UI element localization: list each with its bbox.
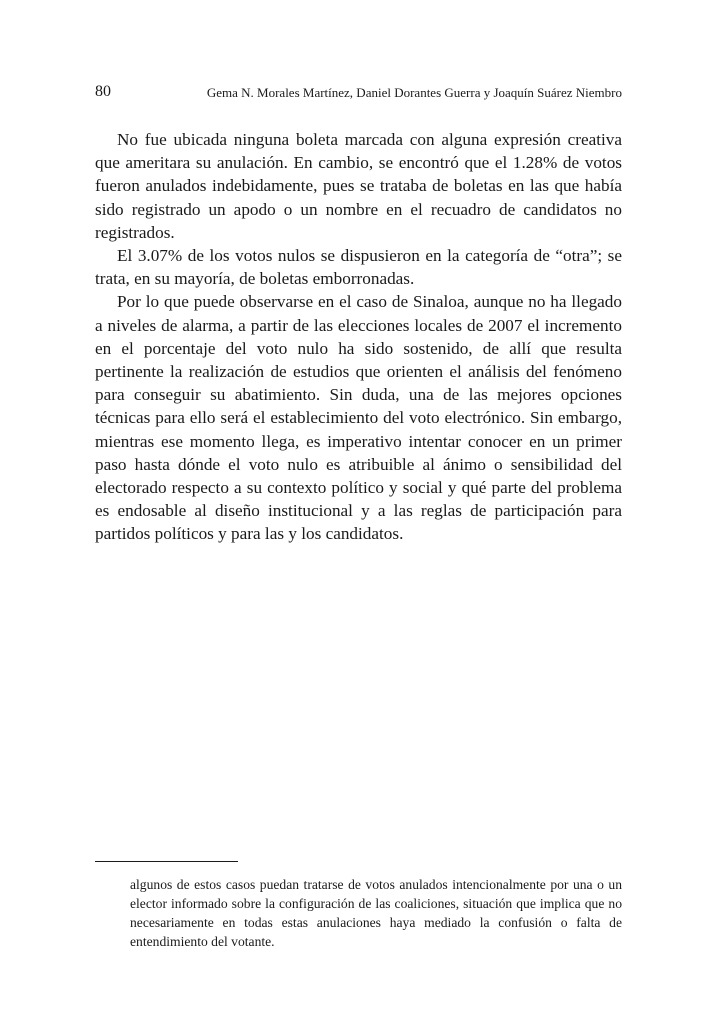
body-text (95, 128, 622, 546)
body-paragraph: Por lo que puede observarse en el caso de Sinaloa, aunque no ha llegado a niveles de alarma, a partir de las elecciones locales de 2007 el incremento en el porcentaje del voto nulo ha sido sostenido, de allí que resulta pertinente la realización de estudios que orienten el análisis del fenómeno para conseguir su abatimiento. Sin duda, una de las mejores opciones técnicas para ello será el establecimiento del voto electrónico. Sin embargo, mientras ese momento llega, es imperativo intentar conocer en un primer paso hasta dónde el voto nulo es atribuible al ánimo o sensibilidad del electorado respecto a su contexto político y social y qué parte del problema es endosable al diseño institucional y a las reglas de participación para partidos políticos y para las y los candidatos. (95, 292, 622, 544)
running-head: Gema N. Morales Martínez, Daniel Dorantes Guerra y Joaquín Suárez Niembro (206, 85, 622, 100)
footnote: algunos de estos casos puedan tratarse de votos anulados intencionalmente por una o un elector informado sobre la configuración de las coaliciones, situación que implica que no necesariamente en todas estas anulaciones haya mediado la confusión o falta de entendimiento del votante. (130, 877, 622, 949)
footnote-separator (95, 861, 238, 862)
page-number: 80 (95, 83, 111, 100)
page-header (95, 83, 622, 105)
body-paragraph: No fue ubicada ninguna boleta marcada con alguna expresión creativa que ameritara su anulación. En cambio, se encontró que el 1.28% de votos fueron anulados indebidamente, pues se trataba de boletas en las que había sido registrado un apodo o un nombre en el recuadro de candidatos no registrados. (95, 130, 622, 242)
body-paragraph: El 3.07% de los votos nulos se dispusieron en la categoría de “otra”; se trata, en su mayoría, de boletas emborronadas. (95, 246, 622, 289)
